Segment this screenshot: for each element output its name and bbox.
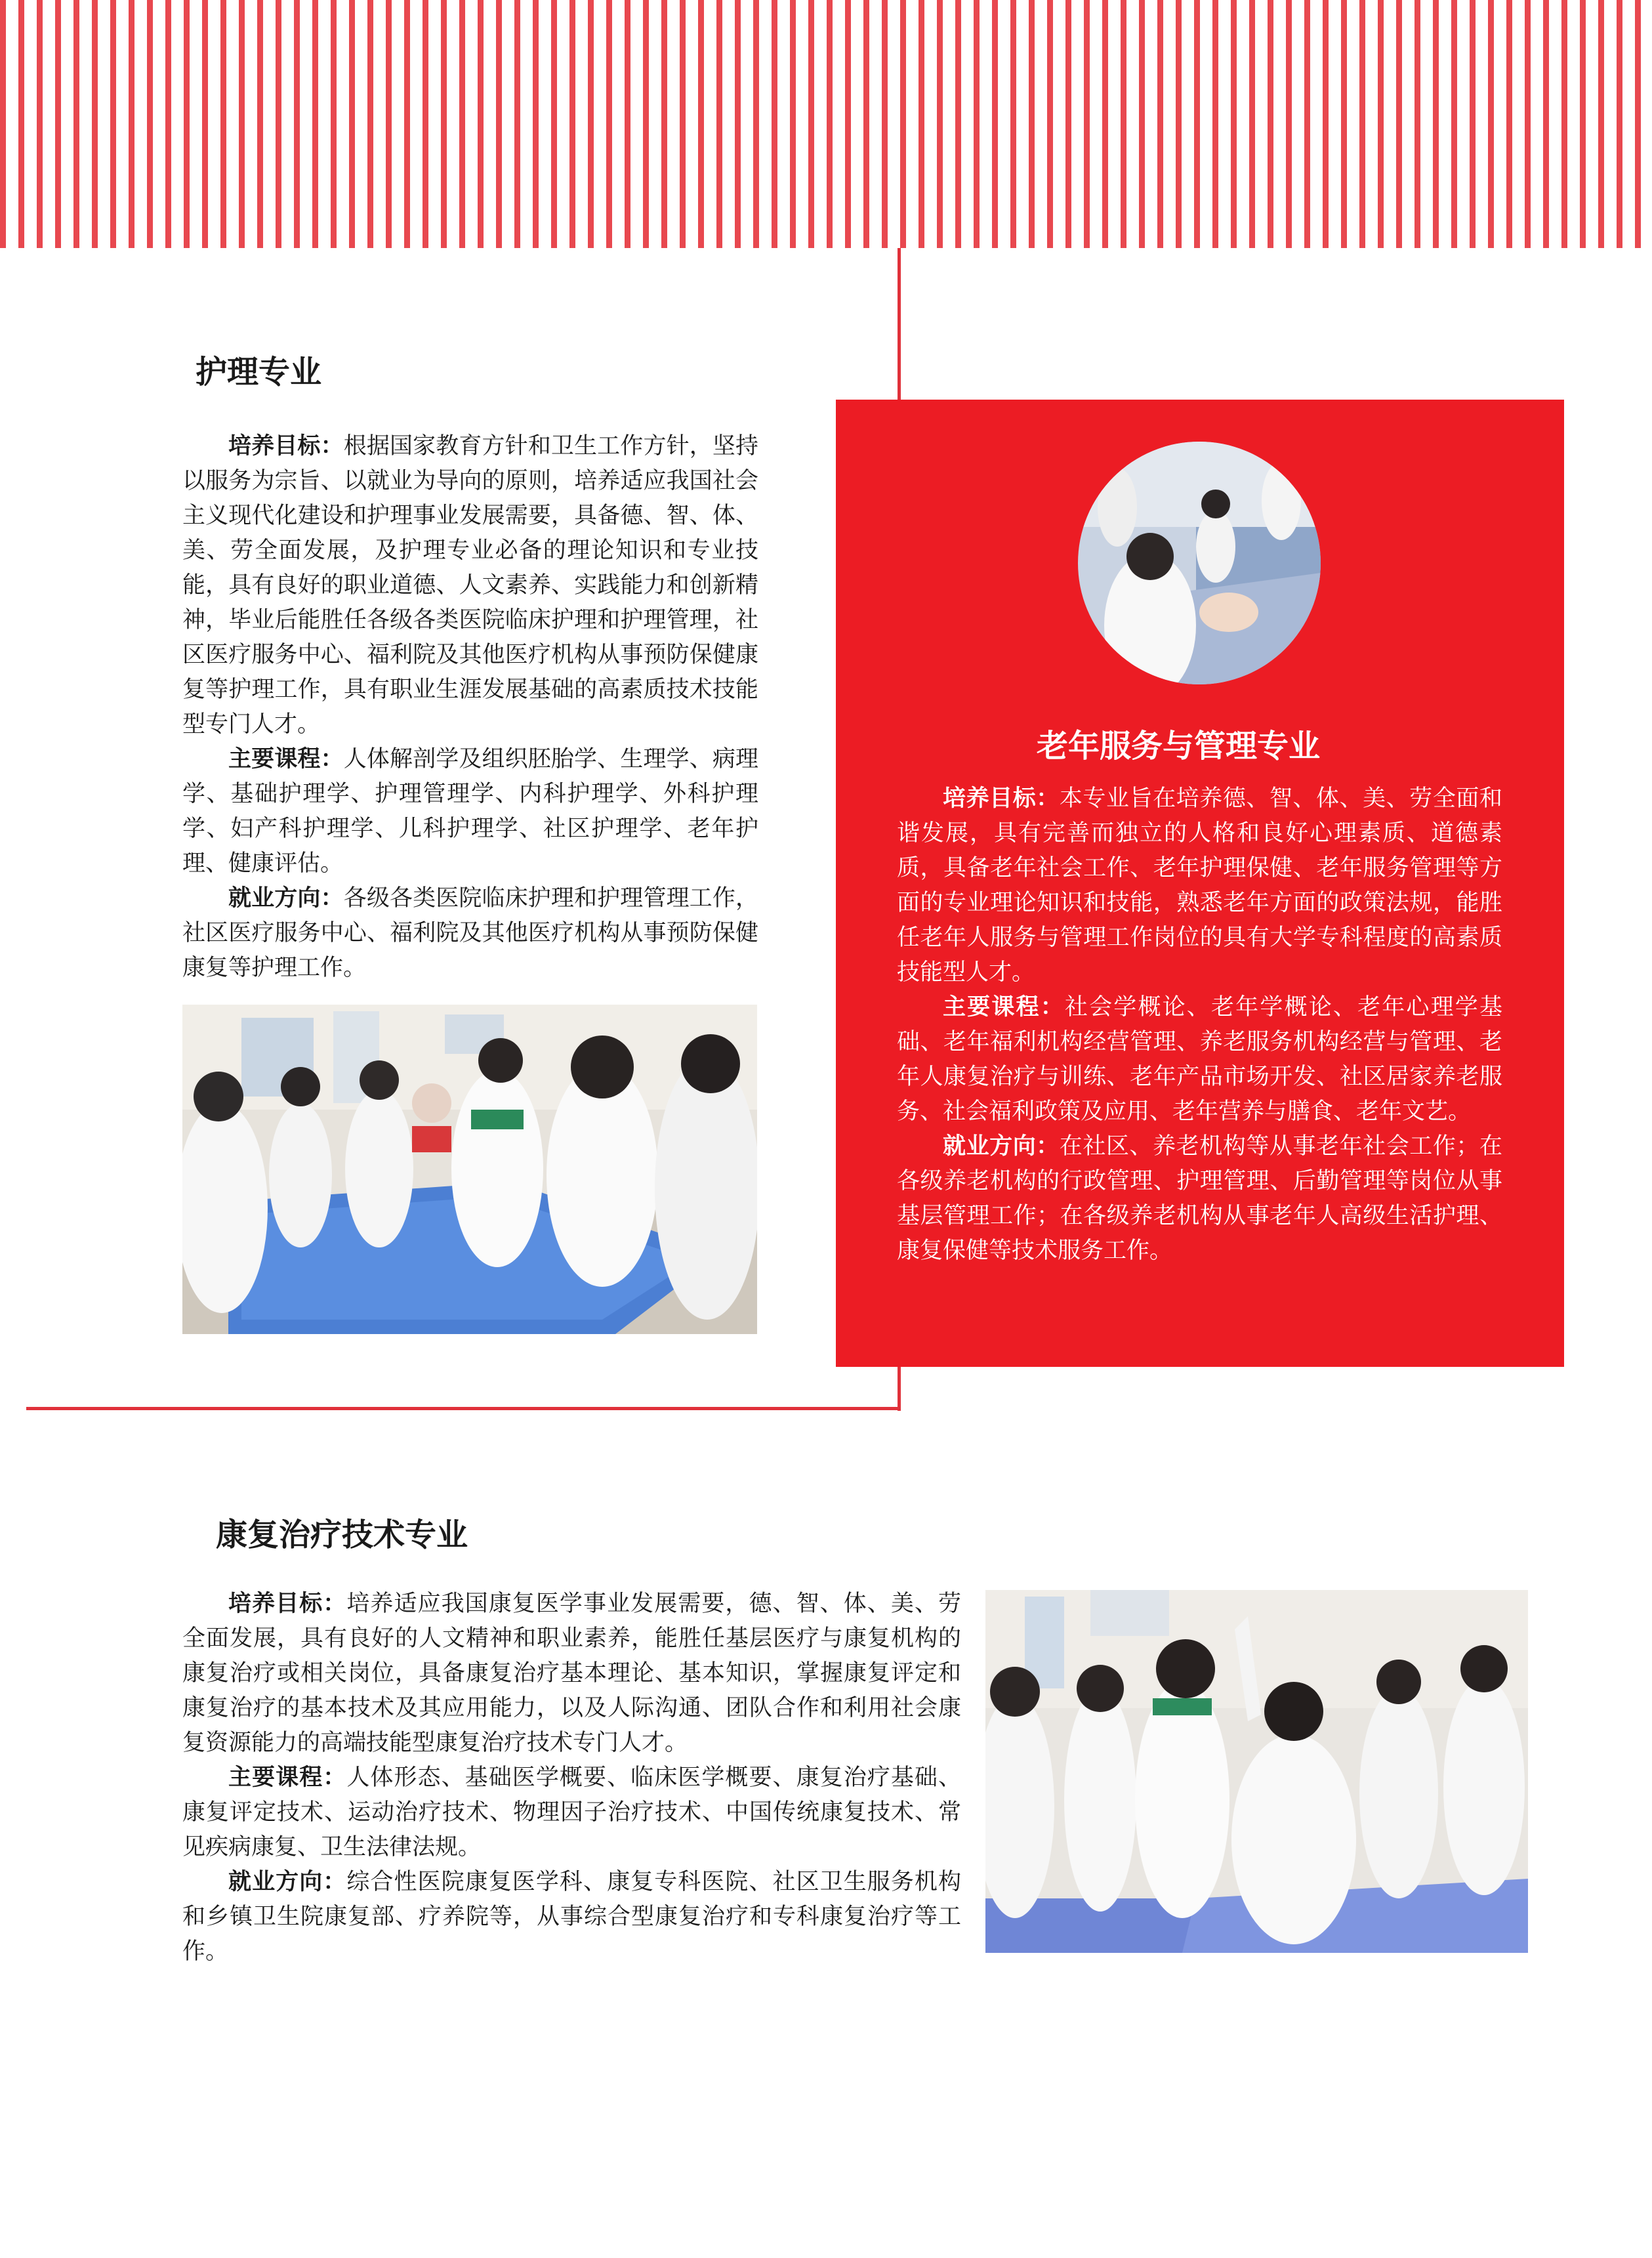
elderly-goal-paragraph [897, 782, 1502, 990]
elderly-career-text: 在社区、养老机构等从事老年社会工作；在各级养老机构的行政管理、护理管理、后勤管理等岗位从事基层管理工作；在各级养老机构从事老年人高级生活护理、康复保健等技术服务工作。 [897, 1133, 1502, 1264]
rehab-title: 康复治疗技术专业 [216, 1516, 468, 1553]
rehab-courses-text: 人体形态、基础医学概要、临床医学概要、康复治疗基础、康复评定技术、运动治疗技术、物理因子治疗技术、中国传统康复技术、常见疾病康复、卫生法律法规。 [182, 1765, 961, 1860]
decorative-stripe-band [0, 0, 1652, 248]
nursing-career-text: 各级各类医院临床护理和护理管理工作，社区医疗服务中心、福利院及其他医疗机构从事预防保健康复等护理工作。 [182, 885, 758, 981]
nursing-courses-label: 主要课程： [228, 746, 344, 772]
nursing-goal-label: 培养目标： [228, 433, 344, 459]
nursing-courses-text: 人体解剖学及组织胚胎学、生理学、病理学、基础护理学、护理管理学、内科护理学、外科护理学、妇产科护理学、儿科护理学、社区护理学、老年护理、健康评估。 [182, 746, 758, 877]
elderly-care-circle-photo [1078, 442, 1321, 684]
nursing-title: 护理专业 [196, 354, 322, 390]
rehab-courses-label: 主要课程： [228, 1765, 347, 1791]
rehab-goal-text: 培养适应我国康复医学事业发展需要，德、智、体、美、劳全面发展，具有良好的人文精神和职业素养，能胜任基层医疗与康复机构的康复治疗或相关岗位，具备康复治疗基本理论、基本知识，掌握康复评定和康复治疗的基本技术及其应用能力，以及人际沟通、团队合作和利用社会康复资源能力的高端技能型康复治疗技术专门人才。 [182, 1591, 961, 1756]
elderly-career-label: 就业方向： [943, 1133, 1060, 1160]
rehab-class-photo [985, 1590, 1528, 1953]
rehab-career-text: 综合性医院康复医学科、康复专科医院、社区卫生服务机构和乡镇卫生院康复部、疗养院等，从事综合型康复治疗和专科康复治疗等工作。 [182, 1869, 961, 1965]
rehab-goal-label: 培养目标： [228, 1591, 347, 1617]
rehab-description [182, 1587, 961, 1969]
nursing-goal-text: 根据国家教育方针和卫生工作方针，坚持以服务为宗旨、以就业为导向的原则，培养适应我国社会主义现代化建设和护理事业发展需要，具备德、智、体、美、劳全面发展，及护理专业必备的理论知识和专业技能，具有良好的职业道德、人文素养、实践能力和创新精神，毕业后能胜任各级各类医院临床护理和护理管理，社区医疗服务中心、福利院及其他医疗机构从事预防保健康复等护理工作，具有职业生涯发展基础的高素质技术技能型专门人才。 [182, 433, 758, 738]
elderly-courses-paragraph [897, 990, 1502, 1129]
rehab-courses-paragraph [182, 1761, 961, 1865]
nursing-career-label: 就业方向： [228, 885, 344, 911]
frame-horizontal-line [26, 1407, 901, 1410]
elderly-courses-text: 社会学概论、老年学概论、老年心理学基础、老年福利机构经营管理、养老服务机构经营与管理、老年人康复治疗与训练、老年产品市场开发、社区居家养老服务、社会福利政策及应用、老年营养与膳食、老年文艺。 [897, 994, 1502, 1125]
nursing-class-photo [182, 1005, 757, 1334]
elderly-title: 老年服务与管理专业 [1037, 728, 1321, 764]
nursing-goal-paragraph [182, 429, 758, 742]
elderly-career-paragraph [897, 1129, 1502, 1268]
rehab-career-paragraph [182, 1865, 961, 1969]
rehab-career-label: 就业方向： [228, 1869, 347, 1895]
nursing-career-paragraph [182, 881, 758, 986]
rehab-goal-paragraph [182, 1587, 961, 1761]
elderly-description [897, 782, 1502, 1268]
elderly-courses-label: 主要课程： [943, 994, 1065, 1020]
elderly-goal-text: 本专业旨在培养德、智、体、美、劳全面和谐发展，具有完善而独立的人格和良好心理素质、道德素质，具备老年社会工作、老年护理保健、老年服务管理等方面的专业理论知识和技能，熟悉老年方面的政策法规，能胜任老年人服务与管理工作岗位的具有大学专科程度的高素质技能型人才。 [897, 785, 1502, 986]
elderly-goal-label: 培养目标： [943, 785, 1060, 812]
nursing-description [182, 429, 758, 986]
nursing-courses-paragraph [182, 742, 758, 881]
